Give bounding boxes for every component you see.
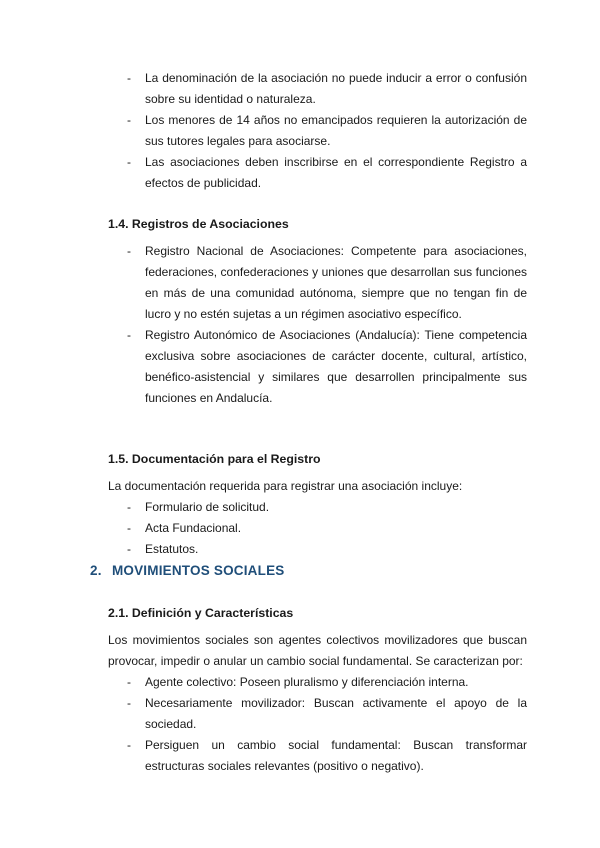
list-item: - Registro Nacional de Asociaciones: Competente para asociaciones, federaciones, confederaciones y uniones que desarrollan sus funciones en más de una comunidad autónoma, siempre que no tengan fin de lucro y no estén sujetas a un régimen asociativo específico. [0,241,600,325]
section-2-1-list [0,672,600,777]
section-1-5-intro: La documentación requerida para registrar una asociación incluye: [108,479,463,493]
list-item: - Necesariamente movilizador: Buscan activamente el apoyo de la sociedad. [0,693,600,735]
top-list [0,68,600,194]
section-2-1-intro: Los movimientos sociales son agentes colectivos movilizadores que buscan provocar, impedir o anular un cambio social fundamental. Se caracterizan por: [108,633,527,668]
section-1-5-list [0,497,600,560]
list-item: - Agente colectivo: Poseen pluralismo y diferenciación interna. [0,672,600,693]
section-1-5-heading: 1.5. Documentación para el Registro [108,452,321,466]
list-item: - Los menores de 14 años no emancipados requieren la autorización de sus tutores legales para asociarse. [0,110,600,152]
section-1-4-list [0,241,600,409]
section-2-1-heading: 2.1. Definición y Características [108,606,294,620]
section-2-heading [0,560,284,582]
list-item: - Registro Autonómico de Asociaciones (Andalucía): Tiene competencia exclusiva sobre asociaciones de carácter docente, cultural, artístico, benéfico-asistencial y similares que desarrollen principalmente sus funciones en Andalucía. [0,325,600,409]
section-2-title: MOVIMIENTOS SOCIALES [111,563,285,578]
list-item: - Estatutos. [0,539,600,560]
list-item: - Formulario de solicitud. [0,497,600,518]
section-1-4-heading: 1.4. Registros de Asociaciones [108,217,289,231]
list-item: - La denominación de la asociación no puede inducir a error o confusión sobre su identidad o naturaleza. [0,68,600,110]
section-2-number: 2. [90,563,102,578]
list-item: - Persiguen un cambio social fundamental: Buscan transformar estructuras sociales relevantes (positivo o negativo). [0,735,600,777]
list-item: - Las asociaciones deben inscribirse en el correspondiente Registro a efectos de publicidad. [0,152,600,194]
list-item: - Acta Fundacional. [0,518,600,539]
